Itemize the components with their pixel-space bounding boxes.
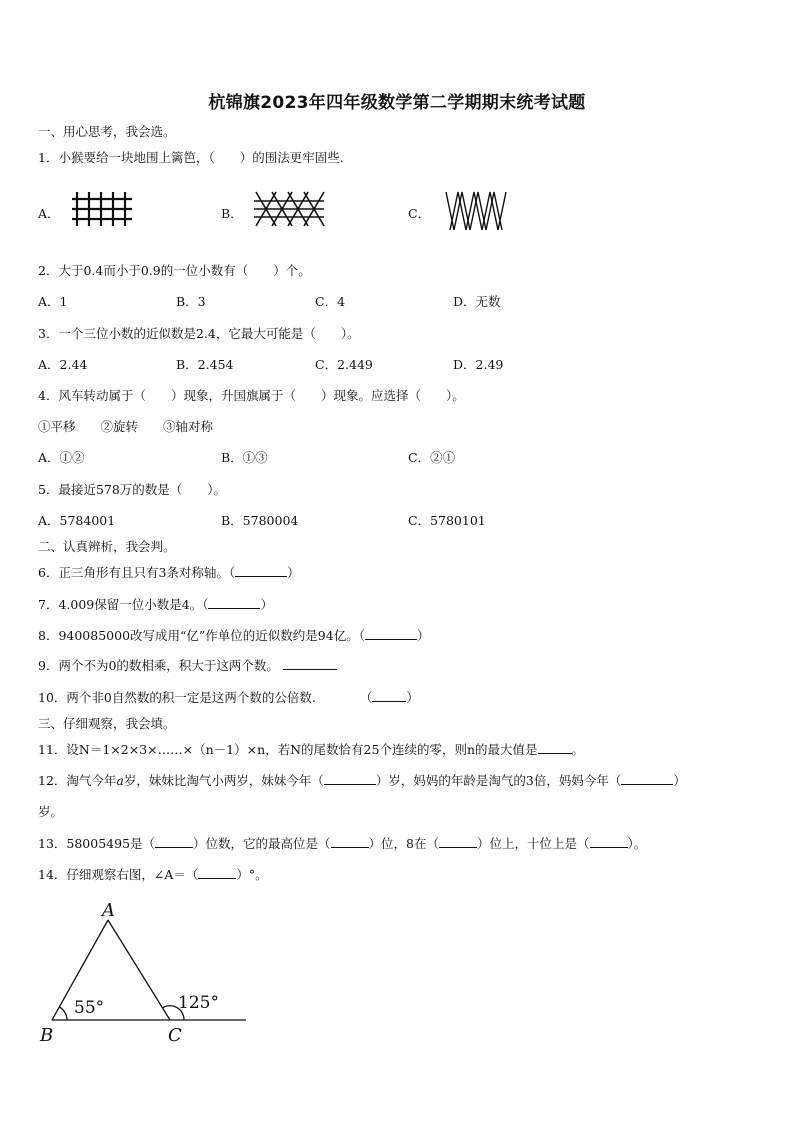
q2-option-c: C．4 bbox=[315, 294, 346, 309]
q13-text-5: ）。 bbox=[627, 836, 647, 851]
q3-option-a: A．2.44 bbox=[38, 357, 88, 372]
q13-answer-blank-2[interactable] bbox=[331, 835, 369, 848]
q7-text: 7．4.009保留一位小数是4。（ bbox=[38, 597, 209, 612]
question-1: 1．小猴要给一块地围上篱笆，（ ）的围法更牢固些. bbox=[38, 150, 344, 165]
question-2: 2．大于0.4而小于0.9的一位小数有（ ）个。 bbox=[38, 263, 311, 278]
q6-answer-blank[interactable] bbox=[235, 564, 287, 577]
q6-text: 6．正三角形有且只有3条对称轴。（ bbox=[38, 565, 236, 580]
q12-variable: a bbox=[116, 773, 124, 788]
q11-answer-blank[interactable] bbox=[538, 741, 572, 754]
q3-option-d: D．2.49 bbox=[453, 357, 504, 372]
q14-answer-blank[interactable] bbox=[198, 866, 236, 879]
angle-b-arc bbox=[59, 1007, 67, 1020]
q12-text-3: ）岁，妈妈的年龄是淘气的3倍，妈妈今年（ bbox=[375, 773, 622, 788]
question-13 bbox=[38, 834, 646, 852]
q3-option-b: B．2.454 bbox=[176, 357, 234, 372]
q7-answer-blank[interactable] bbox=[208, 596, 260, 609]
q12-text-1: 12．淘气今年 bbox=[38, 773, 117, 788]
q8-text: 8．940085000改写成用“亿”作单位的近似数约是94亿。（ bbox=[38, 628, 365, 643]
section-3-heading: 三、仔细观察，我会填。 bbox=[38, 716, 176, 731]
q11-text: 11．设N＝1×2×3×……×（n－1）×n，若N的尾数恰有25个连续的零，则n的最大值是 bbox=[38, 742, 538, 757]
q10-open: （ bbox=[359, 690, 373, 705]
q7-close: ） bbox=[260, 597, 273, 612]
vertex-b-label: B bbox=[40, 1025, 54, 1046]
triangle-figure bbox=[36, 896, 252, 1050]
question-9 bbox=[38, 656, 337, 674]
question-6 bbox=[38, 563, 300, 581]
q4-option-c: C．②① bbox=[408, 450, 456, 465]
question-12 bbox=[38, 771, 686, 789]
vertex-a-label: A bbox=[102, 900, 115, 921]
side-ac bbox=[108, 920, 170, 1020]
q8-answer-blank[interactable] bbox=[365, 627, 417, 640]
q6-close: ） bbox=[287, 565, 300, 580]
question-5: 5．最接近578万的数是（ ）。 bbox=[38, 482, 227, 497]
q10-close: ） bbox=[406, 690, 419, 705]
q13-answer-blank-3[interactable] bbox=[439, 835, 477, 848]
q4-choices: ①平移 ②旋转 ③轴对称 bbox=[38, 419, 214, 434]
q12-answer-blank-2[interactable] bbox=[621, 772, 673, 785]
question-11 bbox=[38, 740, 584, 758]
q3-option-c: C．2.449 bbox=[315, 357, 373, 372]
angle-b-label: 55° bbox=[74, 998, 105, 1018]
fence-grid-figure bbox=[70, 190, 134, 228]
q2-option-d: D．无数 bbox=[453, 294, 501, 309]
q12-text-4: ） bbox=[673, 773, 686, 788]
q1-option-c: C． bbox=[408, 206, 431, 221]
section-1-heading: 一、用心思考，我会选。 bbox=[38, 124, 176, 139]
q5-option-b: B．5780004 bbox=[221, 513, 299, 528]
question-7 bbox=[38, 595, 273, 613]
q5-option-a: A．5784001 bbox=[38, 513, 116, 528]
q9-answer-blank[interactable] bbox=[283, 657, 337, 670]
q13-text-3: ）位，8在（ bbox=[368, 836, 439, 851]
q4-option-b: B．①③ bbox=[221, 450, 268, 465]
page-title: 杭锦旗2023年四年级数学第二学期期末统考试题 bbox=[208, 93, 586, 113]
section-2-heading: 二、认真辨析，我会判。 bbox=[38, 539, 176, 554]
question-4: 4．风车转动属于（ ）现象，升国旗属于（ ）现象。应选择（ ）。 bbox=[38, 388, 465, 403]
q2-option-a: A．1 bbox=[38, 294, 68, 309]
q12-text-2: 岁，妹妹比淘气小两岁，妹妹今年（ bbox=[123, 773, 324, 788]
q13-answer-blank-4[interactable] bbox=[590, 835, 628, 848]
q9-text: 9．两个不为0的数相乘，积大于这两个数。 bbox=[38, 658, 279, 673]
q11-end: 。 bbox=[571, 742, 585, 757]
q8-close: ） bbox=[416, 628, 430, 643]
q10-answer-blank[interactable] bbox=[372, 689, 406, 702]
question-10 bbox=[38, 688, 419, 706]
q13-answer-blank-1[interactable] bbox=[155, 835, 193, 848]
question-8 bbox=[38, 626, 429, 644]
q13-text-2: ）位数，它的最高位是（ bbox=[193, 836, 331, 851]
q1-option-b: B． bbox=[221, 206, 243, 221]
q14-text-2: ）°。 bbox=[236, 867, 268, 882]
question-3: 3．一个三位小数的近似数是2.4，它最大可能是（ ）。 bbox=[38, 326, 360, 341]
q13-text-1: 13．58005495是（ bbox=[38, 836, 156, 851]
q12-answer-blank-1[interactable] bbox=[324, 772, 376, 785]
q14-text-1: 14．仔细观察右图，∠A＝（ bbox=[38, 867, 199, 882]
q13-text-4: ）位上，十位上是（ bbox=[477, 836, 590, 851]
fence-zigzag-figure bbox=[444, 190, 508, 232]
q12-line-2: 岁。 bbox=[38, 804, 64, 819]
q4-option-a: A．①② bbox=[38, 450, 85, 465]
fence-cross-lines-figure bbox=[252, 190, 326, 228]
vertex-c-label: C bbox=[168, 1025, 182, 1046]
angle-c-label: 125° bbox=[178, 993, 219, 1013]
q5-option-c: C．5780101 bbox=[408, 513, 486, 528]
q10-text: 10．两个非0自然数的积一定是这两个数的公倍数. bbox=[38, 690, 316, 705]
question-14 bbox=[38, 865, 268, 883]
q1-option-a: A． bbox=[38, 206, 60, 221]
q2-option-b: B．3 bbox=[176, 294, 206, 309]
